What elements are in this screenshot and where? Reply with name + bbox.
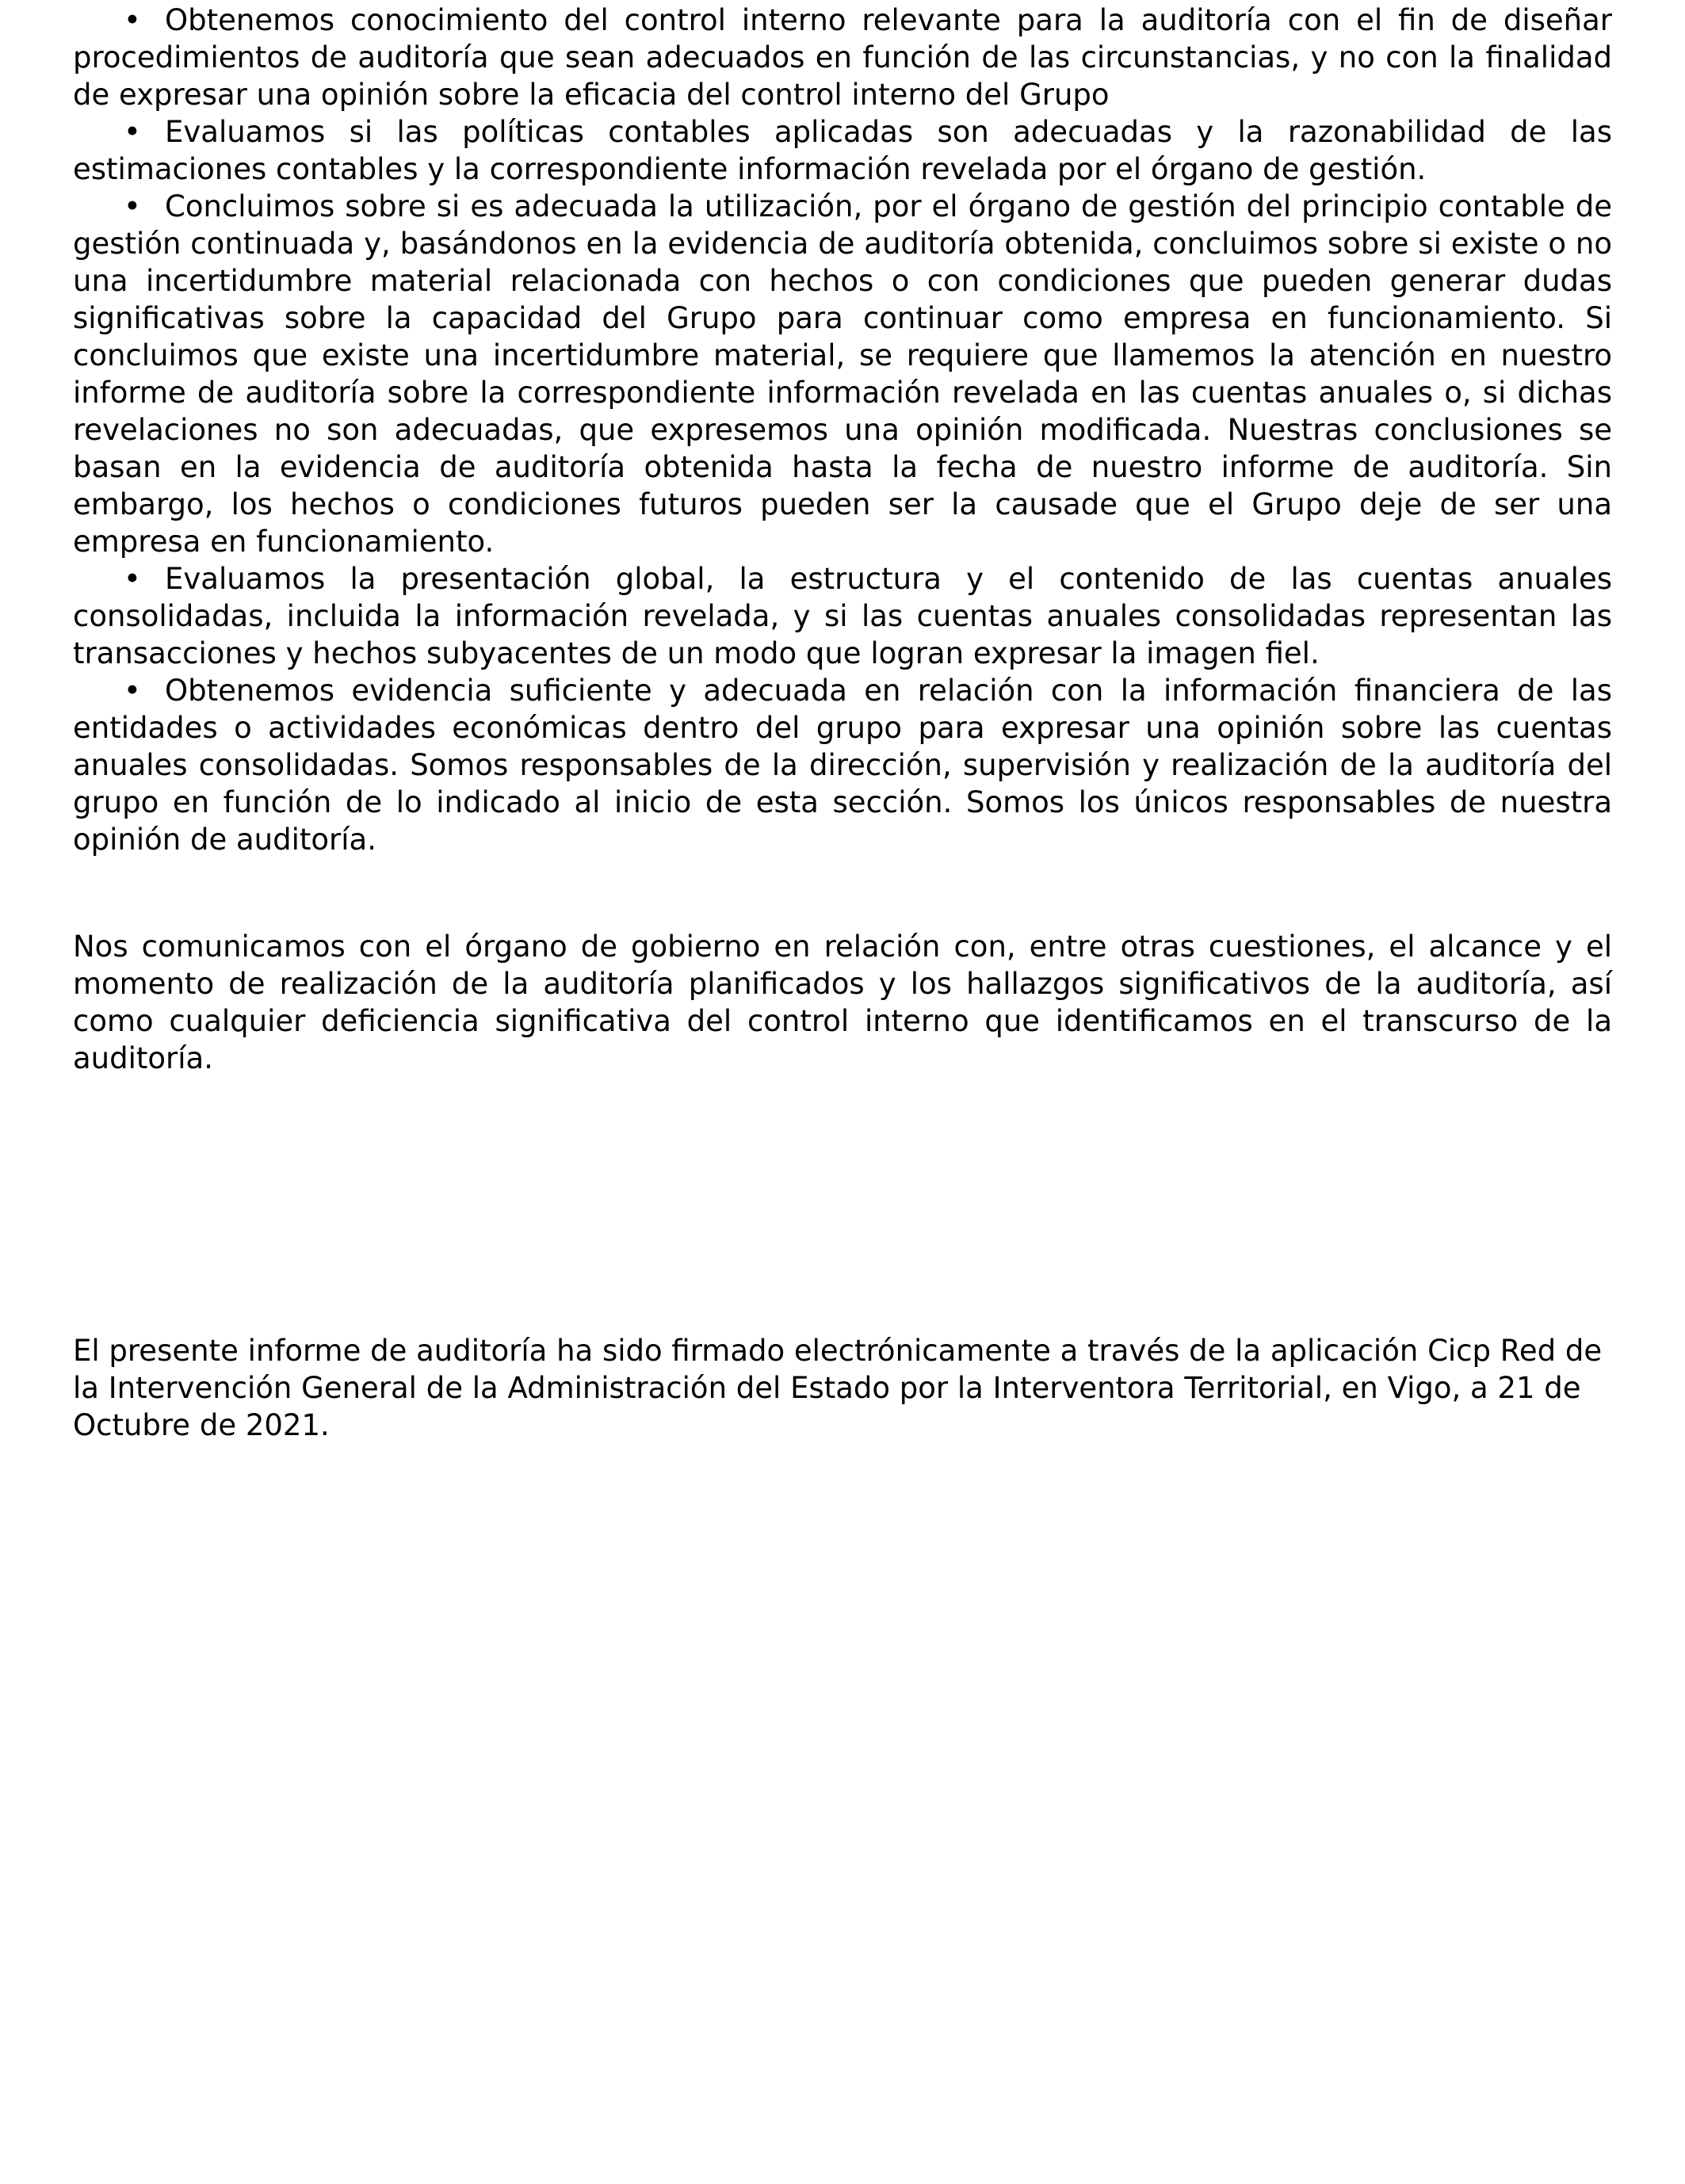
list-item-text: Evaluamos la presentación global, la estructura y el contenido de las cuentas anuales consolidadas, incluida la información revelada, y si las cuentas anuales consolidadas representan las transacciones y hechos subyacentes de un modo que logran expresar la imagen fiel. (73, 562, 1612, 670)
signature-paragraph: El presente informe de auditoría ha sido firmado electrónicamente a través de la aplicación Cicp Red de la Intervención General de la Administración del Estado por la Interventora Territorial, en Vigo, a 21 de Octubre de 2021. (73, 1334, 1603, 1442)
audit-procedures-list (73, 2, 1612, 858)
list-item (73, 560, 1612, 672)
list-item (73, 672, 1612, 858)
list-item (73, 113, 1612, 188)
list-item (73, 188, 1612, 560)
bullet-icon: • (124, 115, 141, 149)
bullet-icon: • (124, 562, 141, 596)
list-item-text: Obtenemos conocimiento del control interno relevante para la auditoría con el fin de diseñar procedimientos de auditoría que sean adecuados en función de las circunstancias, y no con la finalidad de expresar una opinión sobre la eficacia del control interno del Grupo (73, 3, 1612, 112)
bullet-icon: • (124, 674, 141, 708)
list-item-text: Evaluamos si las políticas contables aplicadas son adecuadas y la razonabilidad de las estimaciones contables y la correspondiente información revelada por el órgano de gestión. (73, 115, 1612, 186)
list-item (73, 2, 1612, 113)
list-item-text: Concluimos sobre si es adecuada la utilización, por el órgano de gestión del principio contable de gestión continuada y, basándonos en la evidencia de auditoría obtenida, concluimos sobre si existe o no una incertidumbre material relacionada con hechos o con condiciones que pueden generar dudas significativas sobre la capacidad del Grupo para continuar como empresa en funcionamiento. Si concluimos que existe una incertidumbre material, se requiere que llamemos la atención en nuestro informe de auditoría sobre la correspondiente información revelada en las cuentas anuales o, si dichas revelaciones no son adecuadas, que expresemos una opinión modificada. Nuestras conclusiones se basan en la evidencia de auditoría obtenida hasta la fecha de nuestro informe de auditoría. Sin embargo, los hechos o condiciones futuros pueden ser la causade que el Grupo deje de ser una empresa en funcionamiento. (73, 189, 1612, 559)
bullet-icon: • (124, 189, 141, 223)
communication-paragraph: Nos comunicamos con el órgano de gobierno en relación con, entre otras cuestiones, el alcance y el momento de realización de la auditoría planificados y los hallazgos significativos de la auditoría, así como cualquier deficiencia significativa del control interno que identificamos en el transcurso de la auditoría. (73, 930, 1612, 1075)
list-item-text: Obtenemos evidencia suficiente y adecuada en relación con la información financiera de las entidades o actividades económicas dentro del grupo para expresar una opinión sobre las cuentas anuales consolidadas. Somos responsables de la dirección, supervisión y realización de la auditoría del grupo en función de lo indicado al inicio de esta sección. Somos los únicos responsables de nuestra opinión de auditoría. (73, 674, 1612, 857)
bullet-icon: • (124, 3, 141, 37)
